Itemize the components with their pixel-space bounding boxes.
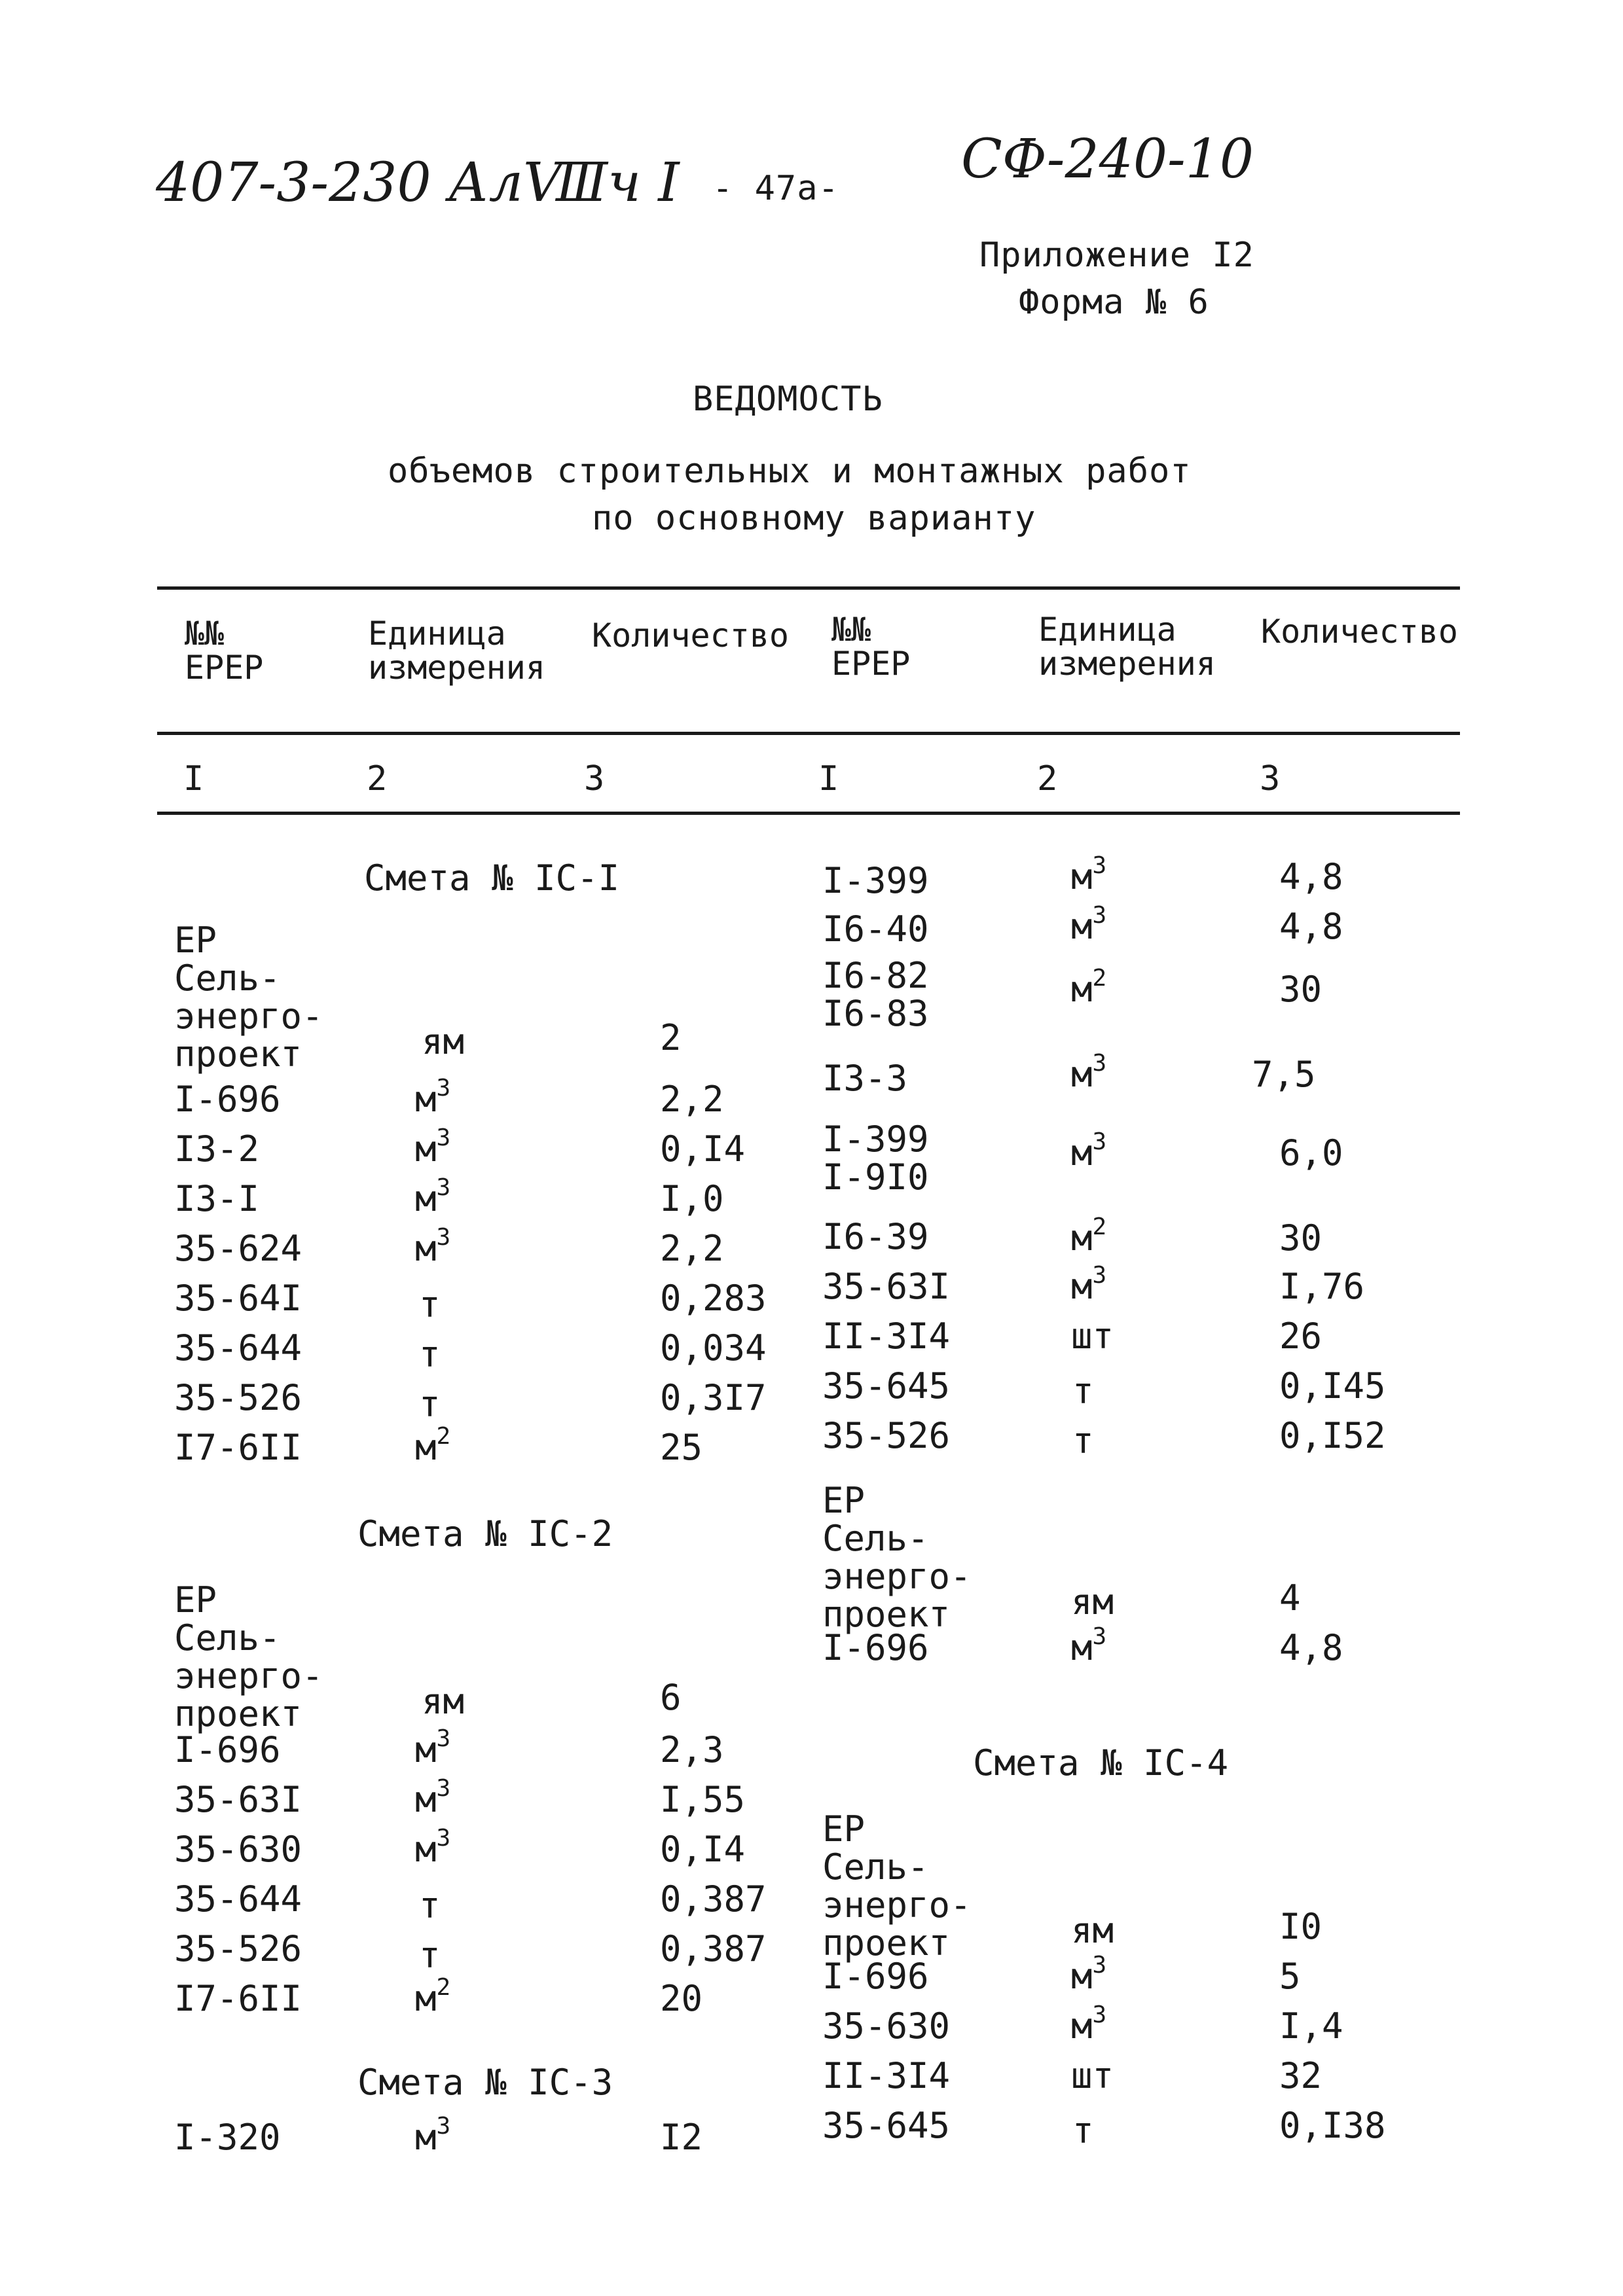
col-number-3-right: 3: [1260, 759, 1281, 798]
col-header-qty-left: Количество: [592, 617, 790, 655]
table-row-unit: $м^3$: [1071, 1952, 1107, 1997]
table-row-unit: $м^3$: [1071, 1262, 1107, 1307]
table-row-unit: $м^3$: [1071, 852, 1107, 897]
table-row-qty: 2,2: [660, 1228, 724, 1269]
table-row-code: I6-82 I6-83: [822, 955, 929, 1034]
col-number-2-right: 2: [1037, 759, 1059, 798]
table-row-qty: 7,5: [1252, 1054, 1316, 1095]
document-subtitle-2: по основному варианту: [592, 499, 1036, 538]
table-row-qty: 0,I52: [1279, 1415, 1386, 1456]
table-row-unit: $м^3$: [1071, 2001, 1107, 2047]
table-row-qty: 26: [1279, 1316, 1322, 1357]
table-row-code: I-696: [174, 1079, 281, 1120]
table-row-code: ЕР Сель- энерго- проект: [822, 1808, 972, 1964]
col-header-unit-right: Единица измерения: [1038, 611, 1216, 683]
table-row-qty: 25: [660, 1427, 703, 1468]
table-row-qty: 4,8: [1279, 1627, 1343, 1668]
table-row-code: 35-526: [822, 1415, 951, 1456]
table-row-qty: 0,3I7: [660, 1377, 767, 1418]
table-row-qty: 0,I38: [1279, 2105, 1386, 2146]
document-title: ВЕДОМОСТЬ: [693, 380, 883, 419]
table-row-code: 35-63I: [822, 1266, 951, 1307]
col-number-1-right: I: [818, 759, 840, 798]
table-row-code: I-320: [174, 2117, 281, 2158]
table-row-unit: шт: [1071, 2055, 1114, 2096]
table-row-unit: т: [419, 1885, 441, 1926]
table-row-code: 35-645: [822, 2105, 951, 2146]
table-row-qty: I0: [1279, 1906, 1322, 1947]
estimate-heading-4: Смета № IC-4: [973, 1742, 1229, 1784]
table-top-rule: [157, 586, 1460, 590]
table-row-unit: $м^3$: [1071, 902, 1107, 947]
table-row-qty: I,0: [660, 1178, 724, 1219]
table-row-unit: $м^3$: [415, 1124, 451, 1170]
table-row-unit: $м^3$: [415, 2113, 451, 2158]
table-row-unit: т: [1072, 1420, 1094, 1462]
table-row-qty: 0,I4: [660, 1829, 746, 1870]
table-row-code: 35-645: [822, 1365, 951, 1407]
table-row-code: I3-2: [174, 1128, 260, 1170]
table-row-qty: I,4: [1279, 2005, 1343, 2047]
table-row-code: I6-39: [822, 1216, 929, 1257]
table-row-unit: ям: [422, 1021, 465, 1062]
col-header-erer-left: №№ ЕРЕР: [185, 615, 264, 687]
table-row-unit: ям: [1071, 1910, 1114, 1951]
table-row-code: ЕР Сель- энерго- проект: [822, 1480, 972, 1635]
table-row-code: I-399 I-9I0: [822, 1119, 929, 1198]
table-row-qty: 30: [1279, 1217, 1322, 1259]
table-row-code: ЕР Сель- энерго- проект: [174, 1579, 323, 1734]
table-row-unit: $м^3$: [1071, 1050, 1107, 1095]
table-row-unit: т: [1072, 1371, 1094, 1412]
table-row-code: I3-3: [822, 1058, 908, 1099]
table-row-qty: I,76: [1279, 1266, 1365, 1307]
table-row-code: 35-630: [822, 2005, 951, 2047]
table-row-unit: ям: [1071, 1581, 1114, 1623]
table-row-qty: 0,I4: [660, 1128, 746, 1170]
table-row-unit: т: [419, 1384, 441, 1425]
table-row-qty: 2,3: [660, 1729, 724, 1770]
table-row-code: II-3I4: [822, 2055, 951, 2096]
table-row-unit: $м^3$: [415, 1825, 451, 1870]
table-row-qty: 4,8: [1279, 856, 1343, 897]
table-row-code: I-399: [822, 860, 929, 901]
table-row-unit: $м^2$: [1071, 1213, 1107, 1259]
col-number-3-left: 3: [584, 759, 606, 798]
table-row-code: II-3I4: [822, 1316, 951, 1357]
table-numbers-rule: [157, 812, 1460, 815]
table-header-rule: [157, 732, 1460, 735]
table-row-code: 35-64I: [174, 1278, 302, 1319]
estimate-heading-1: Смета № IC-I: [364, 857, 620, 899]
table-row-qty: 30: [1279, 969, 1322, 1010]
table-row-code: 35-644: [174, 1327, 302, 1369]
table-row-qty: 0,I45: [1279, 1365, 1386, 1407]
table-row-code: ЕР Сель- энерго- проект: [174, 920, 323, 1075]
document-subtitle: объемов строительных и монтажных работ: [388, 452, 1192, 491]
table-row-qty: 0,034: [660, 1327, 767, 1369]
estimate-heading-3: Смета № IC-3: [357, 2062, 613, 2103]
table-row-unit: т: [1072, 2110, 1094, 2151]
table-row-unit: $м^3$: [1071, 1128, 1107, 1174]
table-row-qty: 0,387: [660, 1928, 767, 1969]
table-row-unit: $м^2$: [1071, 965, 1107, 1010]
archive-stamp-handwritten: СФ-240-10: [961, 128, 1254, 190]
table-row-qty: 5: [1279, 1956, 1301, 1997]
table-row-qty: 2,2: [660, 1079, 724, 1120]
table-row-unit: $м^3$: [415, 1174, 451, 1219]
table-row-qty: 4: [1279, 1577, 1301, 1619]
document-code-handwritten: 407-3-230 АлⅧч I: [156, 152, 680, 214]
col-number-2-left: 2: [367, 759, 388, 798]
table-row-unit: шт: [1071, 1316, 1114, 1357]
page-number: - 47а-: [712, 169, 839, 208]
table-row-unit: $м^3$: [415, 1075, 451, 1120]
table-row-qty: 0,283: [660, 1278, 767, 1319]
table-row-unit: $м^2$: [415, 1423, 451, 1468]
table-row-unit: т: [419, 1284, 441, 1325]
table-row-unit: $м^3$: [1071, 1623, 1107, 1668]
table-row-code: 35-63I: [174, 1779, 302, 1820]
col-header-erer-right: №№ ЕРЕР: [831, 611, 911, 683]
table-row-unit: т: [419, 1334, 441, 1375]
table-row-code: 35-526: [174, 1377, 302, 1418]
table-row-qty: 4,8: [1279, 906, 1343, 947]
col-header-unit-left: Единица измерения: [368, 615, 545, 687]
estimate-heading-2: Смета № IC-2: [357, 1513, 613, 1554]
table-row-code: 35-624: [174, 1228, 302, 1269]
table-row-unit: $м^2$: [415, 1974, 451, 2019]
table-row-qty: 2: [660, 1017, 682, 1058]
table-row-unit: $м^3$: [415, 1775, 451, 1820]
col-number-1-left: I: [183, 759, 205, 798]
table-row-code: I3-I: [174, 1178, 260, 1219]
table-row-qty: 0,387: [660, 1878, 767, 1920]
table-row-qty: 32: [1279, 2055, 1322, 2096]
table-row-code: I-696: [822, 1956, 929, 1997]
table-row-code: I7-6II: [174, 1427, 302, 1468]
table-row-unit: т: [419, 1935, 441, 1976]
table-row-qty: 6: [660, 1677, 682, 1718]
table-row-unit: $м^3$: [415, 1725, 451, 1770]
table-row-code: I7-6II: [174, 1978, 302, 2019]
table-row-code: I6-40: [822, 908, 929, 950]
table-row-code: 35-644: [174, 1878, 302, 1920]
table-row-code: I-696: [174, 1729, 281, 1770]
table-row-code: 35-526: [174, 1928, 302, 1969]
table-row-qty: 20: [660, 1978, 703, 2019]
table-row-unit: ям: [422, 1681, 465, 1722]
table-row-qty: 6,0: [1279, 1132, 1343, 1174]
table-row-qty: I,55: [660, 1779, 746, 1820]
table-row-code: 35-630: [174, 1829, 302, 1870]
form-number: Форма № 6: [1019, 283, 1209, 322]
table-row-qty: I2: [660, 2117, 703, 2158]
table-row-unit: $м^3$: [415, 1224, 451, 1269]
appendix-label: Приложение I2: [979, 236, 1254, 275]
col-header-qty-right: Количество: [1261, 613, 1459, 651]
table-row-code: I-696: [822, 1627, 929, 1668]
